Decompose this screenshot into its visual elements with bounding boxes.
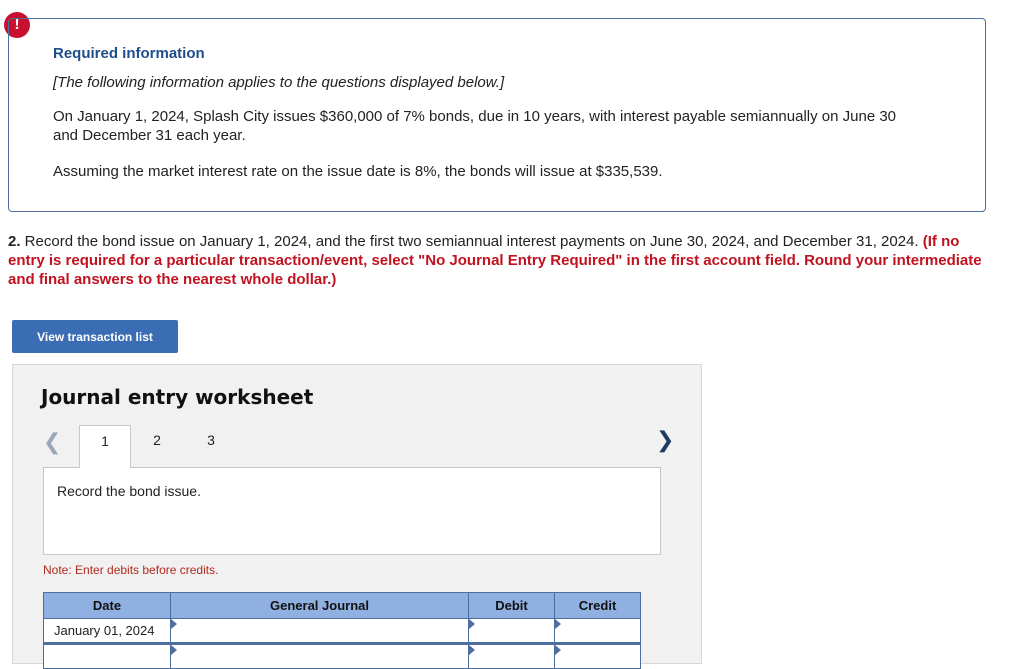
info-note: [The following information applies to the questions displayed below.] xyxy=(53,74,505,91)
journal-table xyxy=(43,592,641,669)
dropdown-marker-icon xyxy=(555,619,561,629)
info-paragraph-1: On January 1, 2024, Splash City issues $360,000 of 7% bonds, due in 10 years, with interest payable semiannually on June 30 and December 31 each year. xyxy=(53,108,897,144)
debit-field[interactable] xyxy=(469,619,555,644)
entry-description: Record the bond issue. xyxy=(57,483,201,499)
worksheet-title: Journal entry worksheet xyxy=(41,385,314,409)
question-number: 2. xyxy=(8,233,21,250)
account-field[interactable] xyxy=(171,644,469,669)
credit-field[interactable] xyxy=(555,644,641,669)
chevron-right-icon[interactable]: ❯ xyxy=(656,427,675,452)
journal-entry-worksheet xyxy=(12,364,702,664)
date-cell: January 01, 2024 xyxy=(44,619,171,644)
question-body: Record the bond issue on January 1, 2024, and the first two semiannual interest payments on June 30, 2024, and December 31, 2024. xyxy=(20,233,923,250)
header-debit: Debit xyxy=(469,593,555,619)
header-date: Date xyxy=(44,593,171,619)
worksheet-note: Note: Enter debits before credits. xyxy=(43,563,219,577)
exclamation-icon: ! xyxy=(4,12,30,38)
date-cell xyxy=(44,644,171,669)
account-field[interactable] xyxy=(171,619,469,644)
info-title: Required information xyxy=(53,45,205,62)
question-instruction: (If no entry is required for a particular transaction/event, select "No Journal Entry Required" in the first account field. Round your intermediate and final answers to the nearest whole dollar.) xyxy=(8,233,982,288)
dropdown-marker-icon xyxy=(171,619,177,629)
view-transaction-list-button[interactable]: View transaction list xyxy=(12,320,178,353)
question-text xyxy=(8,232,998,289)
table-row xyxy=(44,644,641,669)
table-row xyxy=(44,619,641,644)
chevron-left-icon[interactable]: ❮ xyxy=(43,429,62,454)
dropdown-marker-icon xyxy=(469,619,475,629)
header-credit: Credit xyxy=(555,593,641,619)
debit-field[interactable] xyxy=(469,644,555,669)
entry-description-box xyxy=(43,467,661,555)
info-paragraph-2: Assuming the market interest rate on the issue date is 8%, the bonds will issue at $335,539. xyxy=(53,163,663,180)
tab-1[interactable]: 1 xyxy=(79,425,131,468)
required-information-box xyxy=(8,18,986,212)
tab-3[interactable]: 3 xyxy=(207,432,215,448)
credit-field[interactable] xyxy=(555,619,641,644)
header-general-journal: General Journal xyxy=(171,593,469,619)
tab-2[interactable]: 2 xyxy=(153,432,161,448)
